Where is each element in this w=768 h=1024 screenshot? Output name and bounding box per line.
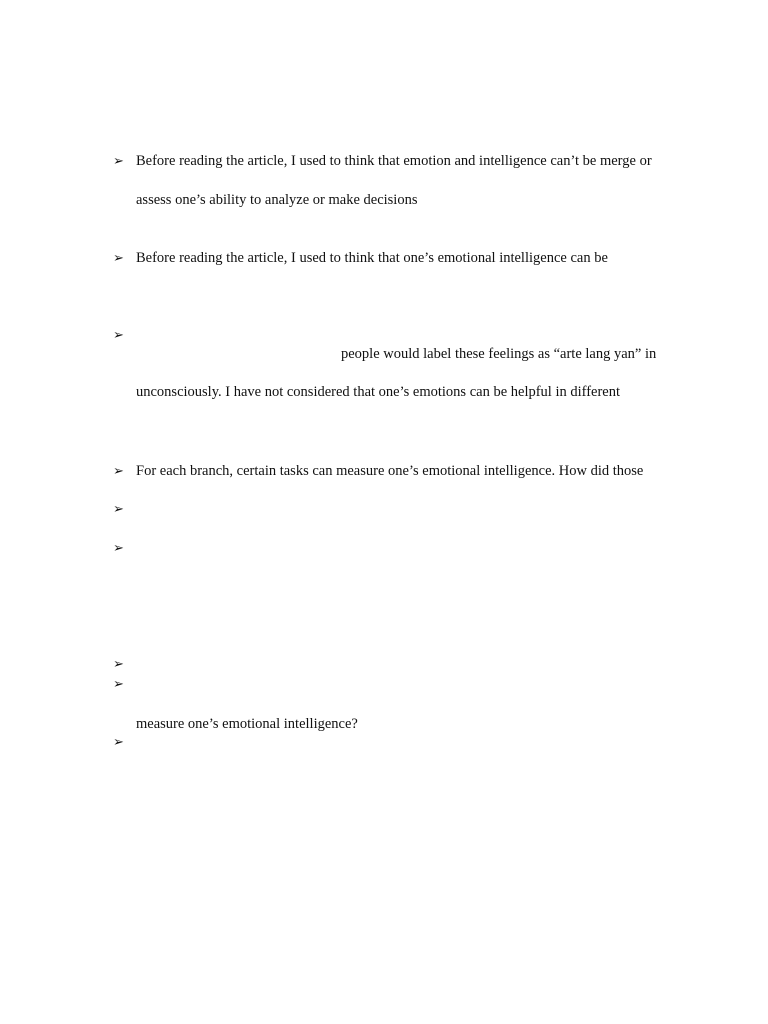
bullet-arrow-icon: ➢	[113, 327, 124, 342]
bullet-arrow-icon: ➢	[113, 540, 124, 555]
bullet-arrow-icon: ➢	[113, 676, 124, 691]
bullet-arrow-icon: ➢	[113, 656, 124, 671]
bullet-arrow-icon: ➢	[113, 463, 124, 478]
text-line: assess one’s ability to analyze or make decisions	[136, 192, 418, 208]
text-line: people would label these feelings as “arte lang yan” in	[341, 346, 657, 362]
text-line: Before reading the article, I used to think that one’s emotional intelligence can be	[136, 250, 608, 266]
text-line: measure one’s emotional intelligence?	[136, 716, 358, 732]
bullet-arrow-icon: ➢	[113, 153, 124, 168]
text-line: For each branch, certain tasks can measure one’s emotional intelligence. How did those	[136, 463, 644, 479]
bullet-arrow-icon: ➢	[113, 734, 124, 749]
text-line: Before reading the article, I used to think that emotion and intelligence can’t be merge or	[136, 153, 652, 169]
bullet-arrow-icon: ➢	[113, 501, 124, 516]
text-line: unconsciously. I have not considered that one’s emotions can be helpful in different	[136, 384, 621, 400]
bullet-arrow-icon: ➢	[113, 250, 124, 265]
